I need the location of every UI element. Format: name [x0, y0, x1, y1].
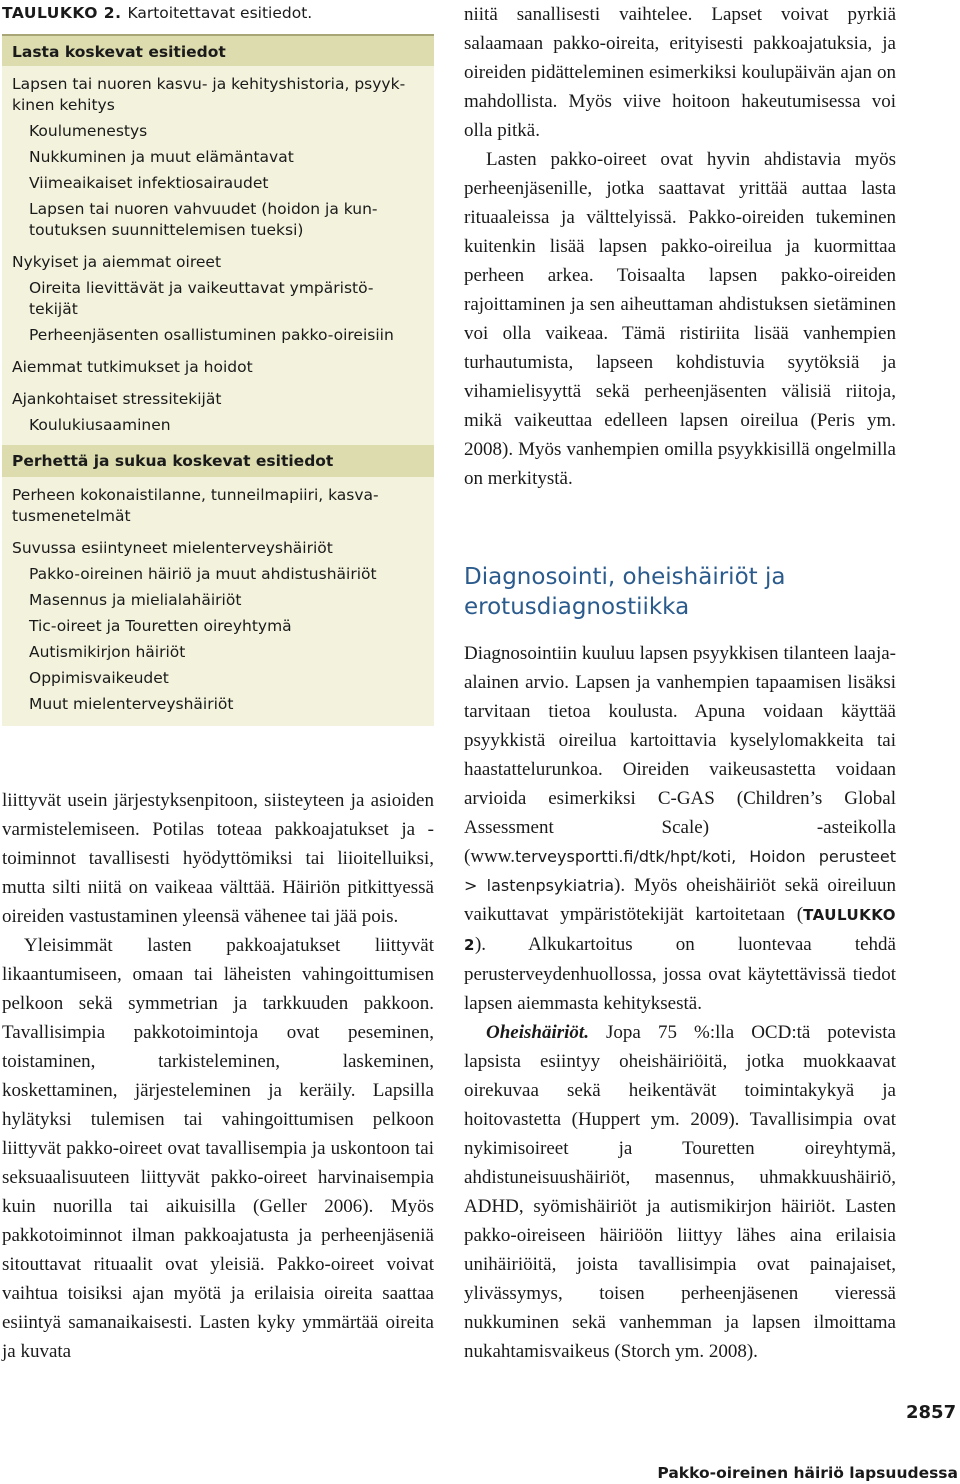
left-paragraph-2: Yleisimmät lasten pakkoajatukset liittyvät likaantumiseen, omaan tai läheisten vahingoittumisen pelkoon sekä symmetrian ja tarkkuuden pakkoon. Tavallisimpia pakkotoimintoja ovat peseminen, toistaminen, tarkisteleminen, laskeminen, koskettaminen, järjesteleminen ja keräily. Lapsilla hylätyksi tulemisen tai vahingoittumisen pelkoon liittyvät pakko-oireet ovat tavallisempia ja uskontoon tai seksuaalisuuteen liittyvät pakko-oireet harvinaisempia kuin nuorilla tai aikuisilla (Geller 2006). Myös pakkotoiminnot ilman pakkoajatusta ja perheenjäseniä sitouttavat rituaalit ovat yleisiä. Pakko-oireet voivat vaihtua toisiksi ajan myötä ja erilaisia oireita saattaa esiintyä samanaikaisesti. Lasten kyky ymmärtää oireita ja kuvata	[2, 935, 434, 1362]
table-row: tekijät	[29, 300, 78, 318]
p3-end: ). Alkukartoitus on luontevaa tehdä perusterveydenhuollossa, jossa ovat käytettävissä tiedot lapsen aiemmasta kehityksestä.	[464, 934, 896, 1014]
table-caption-text: Kartoitettavat esitiedot.	[127, 4, 313, 22]
table-row: Ajankohtaiset stressitekijät	[12, 390, 222, 408]
table-row: Viimeaikaiset infektiosairaudet	[29, 174, 269, 192]
table-box	[2, 34, 434, 726]
table-row: Nukkuminen ja muut elämäntavat	[29, 148, 294, 166]
table-row: Oireita lievittävät ja vaikeuttavat ympäristö-	[29, 279, 374, 297]
table-section-header: Perhettä ja sukua koskevat esitiedot	[2, 445, 434, 477]
p4-body: Jopa 75 %:lla OCD:tä potevista lapsista esiintyy oheishäiriöitä, jotka muokkaavat oirekuvaa sekä heikentävät toimintakykyä ja hoitovastetta (Huppert ym. 2009). Tavallisimpia ovat nykimisoireet ja Touretten oireyhtymä, ahdistuneisuushäiriöt, masennus, uhmakkuushäiriö, ADHD, syömishäiriöt ja autismikirjon häiriöt. Lasten pakko-oireiseen häiriöön liittyy lähes aina erilaisia unihäiriöitä, joista tavallisimpia ovat painajaiset, ylivässymys, toisen perheenjäsenen vieressä nukkuminen sekä vanhemman ja lapsen ilmoittama nukahtamisvaikeus (Storch ym. 2008).	[464, 1022, 896, 1362]
table-row: Koulukiusaaminen	[29, 416, 171, 434]
table-reference: TAULUKKO 2	[464, 906, 896, 954]
link-text: terveysportti.fi/dtk/hpt/koti, Hoidon perusteet > lastenpsykiatria	[464, 847, 896, 895]
section-heading-line-1: Diagnosointi, oheishäiriöt ja	[464, 564, 786, 590]
right-paragraph-2: Lasten pakko-oireet ovat hyvin ahdistavia myös perheenjäsenille, jotka saattavat yrittää auttaa lasta rituaaleissa ja välttelyissä. Pakko-oireiden tukeminen kuitenkin lisää lapsen pakko-oireilua ja kuormittaa perheen arkea. Toisaalta lapsen pakko-oireiden rajoittaminen ja sen aiheuttaman ahdistuksen sietäminen voi olla vaikeaa. Tämä ristiriita lisää vanhempien turhautumista, lapseen kohdistuvia syytöksiä ja vihamielisyyttä sekä perheenjäsenten välisiä riitoja, mikä vaikeuttaa edelleen lapsen oireilua (Peris ym. 2008). Myös vanhempien omilla psyykkisillä ongelmilla on merkitystä.	[464, 149, 896, 489]
run-in-heading: Oheishäiriöt.	[486, 1022, 589, 1043]
table-row: toutuksen suunnittelemisen tueksi)	[29, 221, 304, 239]
table-row: Perheenjäsenten osallistuminen pakko-oireisiin	[29, 326, 394, 344]
section-heading-line-2: erotusdiagnostiikka	[464, 594, 690, 620]
table-row: tusmenetelmät	[12, 507, 131, 525]
table-row: Koulumenestys	[29, 122, 148, 140]
table-row: Lapsen tai nuoren kasvu- ja kehityshistoria, psyyk-	[12, 75, 406, 93]
section-heading	[464, 562, 904, 622]
running-footer: Pakko-oireinen häiriö lapsuudessa	[657, 1464, 958, 1482]
table-section-header: Lasta koskevat esitiedot	[2, 34, 434, 66]
left-column	[2, 786, 434, 1366]
right-column-bottom	[464, 639, 896, 1366]
table-row: Lapsen tai nuoren vahvuudet (hoidon ja kun-	[29, 200, 378, 218]
table-row: Pakko-oireinen häiriö ja muut ahdistushäiriöt	[29, 565, 377, 583]
table-label: TAULUKKO 2.	[2, 4, 122, 22]
right-paragraph-1: niitä sanallisesti vaihtelee. Lapset voivat pyrkiä salaamaan pakko-oireita, erityisesti pakkoajatuksia, ja oireiden pidätteleminen esimerkiksi koulupäivän ajan on mahdollista. Myös viive hoitoon hakeutumisessa voi olla pitkä.	[464, 4, 896, 141]
left-paragraph-1: liittyvät usein järjestyksenpitoon, siisteyteen ja asioiden varmistelemiseen. Potilas toteaa pakkoajatukset ja -toiminnot tavallisesti hyödyttömiksi tai liioitelluiksi, mutta silti niitä on vaikeaa välttää. Häiriön pitkittyessä oireiden vastustaminen yleensä vähenee tai jää pois.	[2, 790, 434, 927]
table-row: kinen kehitys	[12, 96, 115, 114]
table-row: Aiemmat tutkimukset ja hoidot	[12, 358, 253, 376]
p3-mid: ). Myös oheishäiriöt sekä oireiluun vaikuttavat ympäristötekijät kartoitetaan (	[464, 875, 896, 925]
p3-start: Diagnosointiin kuuluu lapsen psyykkisen tilanteen laaja-alainen arvio. Lapsen ja vanhempien tapaamisen lisäksi tarvitaan tietoa koulusta. Apuna voidaan käyttää psyykkistä oireilua kartoittavia kyselylomakkeita tai haastattelurunkoa. Oireiden vaikeusastetta voidaan arvioida esimerkiksi C-GAS (Children’s Global Assessment Scale) -asteikolla (www.	[464, 643, 896, 867]
table-row: Autismikirjon häiriöt	[29, 643, 186, 661]
table-row: Muut mielenterveyshäiriöt	[29, 695, 234, 713]
page-number: 2857	[906, 1402, 957, 1423]
right-paragraph-4	[464, 1018, 896, 1366]
table-row: Suvussa esiintyneet mielenterveyshäiriöt	[12, 539, 333, 557]
table-row: Perheen kokonaistilanne, tunneilmapiiri, kasva-	[12, 486, 379, 504]
table-row: Nykyiset ja aiemmat oireet	[12, 253, 222, 271]
table-row: Masennus ja mielialahäiriöt	[29, 591, 242, 609]
table-caption	[2, 2, 442, 24]
right-paragraph-3	[464, 639, 896, 1018]
right-column-top	[464, 0, 896, 493]
table-row: Oppimisvaikeudet	[29, 669, 169, 687]
table-row: Tic-oireet ja Touretten oireyhtymä	[29, 617, 292, 635]
